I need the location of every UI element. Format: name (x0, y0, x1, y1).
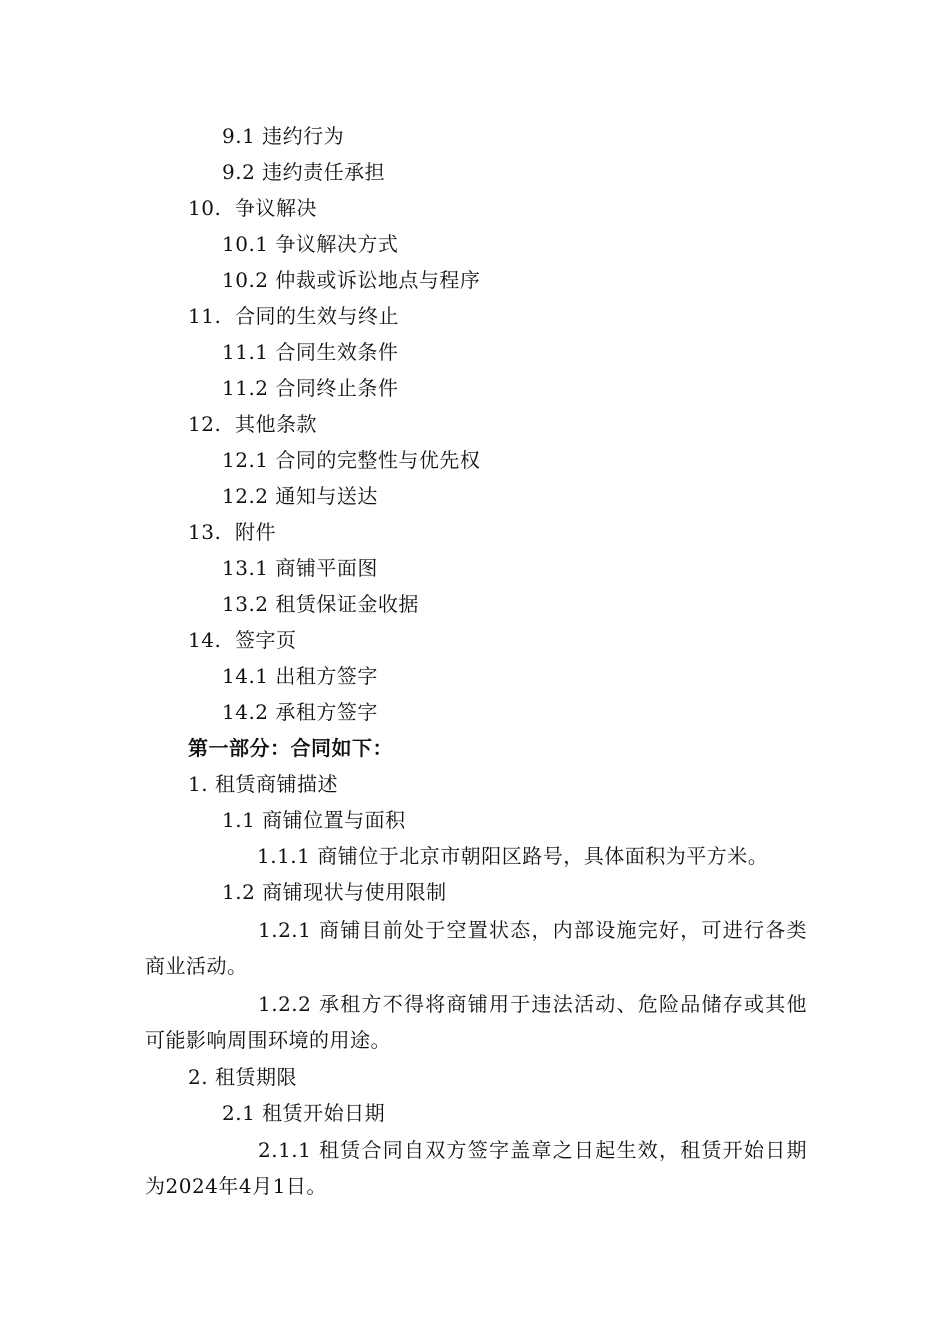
toc-item-9-2: 9.2 违约责任承担 (222, 160, 386, 184)
part-heading: 第一部分：合同如下： (188, 736, 393, 760)
section-1-1-title: 1.1 商铺位置与面积 (222, 808, 406, 832)
toc-item-13-1: 13.1 商铺平面图 (222, 556, 378, 580)
toc-item-11-1: 11.1 合同生效条件 (222, 340, 399, 364)
toc-section-10: 10. 争议解决 (188, 196, 318, 220)
clause-1-2-2: 1.2.2 承租方不得将商铺用于违法活动、危险品储存或其他可能影响周围环境的用途。 (145, 992, 807, 1052)
section-1-title: 1. 租赁商铺描述 (188, 772, 338, 796)
toc-item-12-1: 12.1 合同的完整性与优先权 (222, 448, 481, 472)
toc-item-10-1: 10.1 争议解决方式 (222, 232, 399, 256)
section-2-1-title: 2.1 租赁开始日期 (222, 1101, 386, 1125)
toc-section-14: 14. 签字页 (188, 628, 297, 652)
toc-item-14-1: 14.1 出租方签字 (222, 664, 378, 688)
toc-item-11-2: 11.2 合同终止条件 (222, 376, 399, 400)
toc-item-9-1: 9.1 违约行为 (222, 124, 345, 148)
clause-2-1-1: 2.1.1 租赁合同自双方签字盖章之日起生效，租赁开始日期为2024年4月1日。 (145, 1138, 807, 1198)
toc-item-13-2: 13.2 租赁保证金收据 (222, 592, 419, 616)
toc-section-12: 12. 其他条款 (188, 412, 318, 436)
clause-1-2-1: 1.2.1 商铺目前处于空置状态，内部设施完好，可进行各类商业活动。 (145, 918, 807, 978)
section-2-title: 2. 租赁期限 (188, 1065, 297, 1089)
toc-item-12-2: 12.2 通知与送达 (222, 484, 378, 508)
toc-section-13: 13. 附件 (188, 520, 277, 544)
section-1-2-title: 1.2 商铺现状与使用限制 (222, 880, 447, 904)
toc-item-10-2: 10.2 仲裁或诉讼地点与程序 (222, 268, 481, 292)
toc-section-11: 11. 合同的生效与终止 (188, 304, 400, 328)
toc-item-14-2: 14.2 承租方签字 (222, 700, 378, 724)
clause-1-1-1: 1.1.1 商铺位于北京市朝阳区路号，具体面积为平方米。 (257, 844, 769, 868)
